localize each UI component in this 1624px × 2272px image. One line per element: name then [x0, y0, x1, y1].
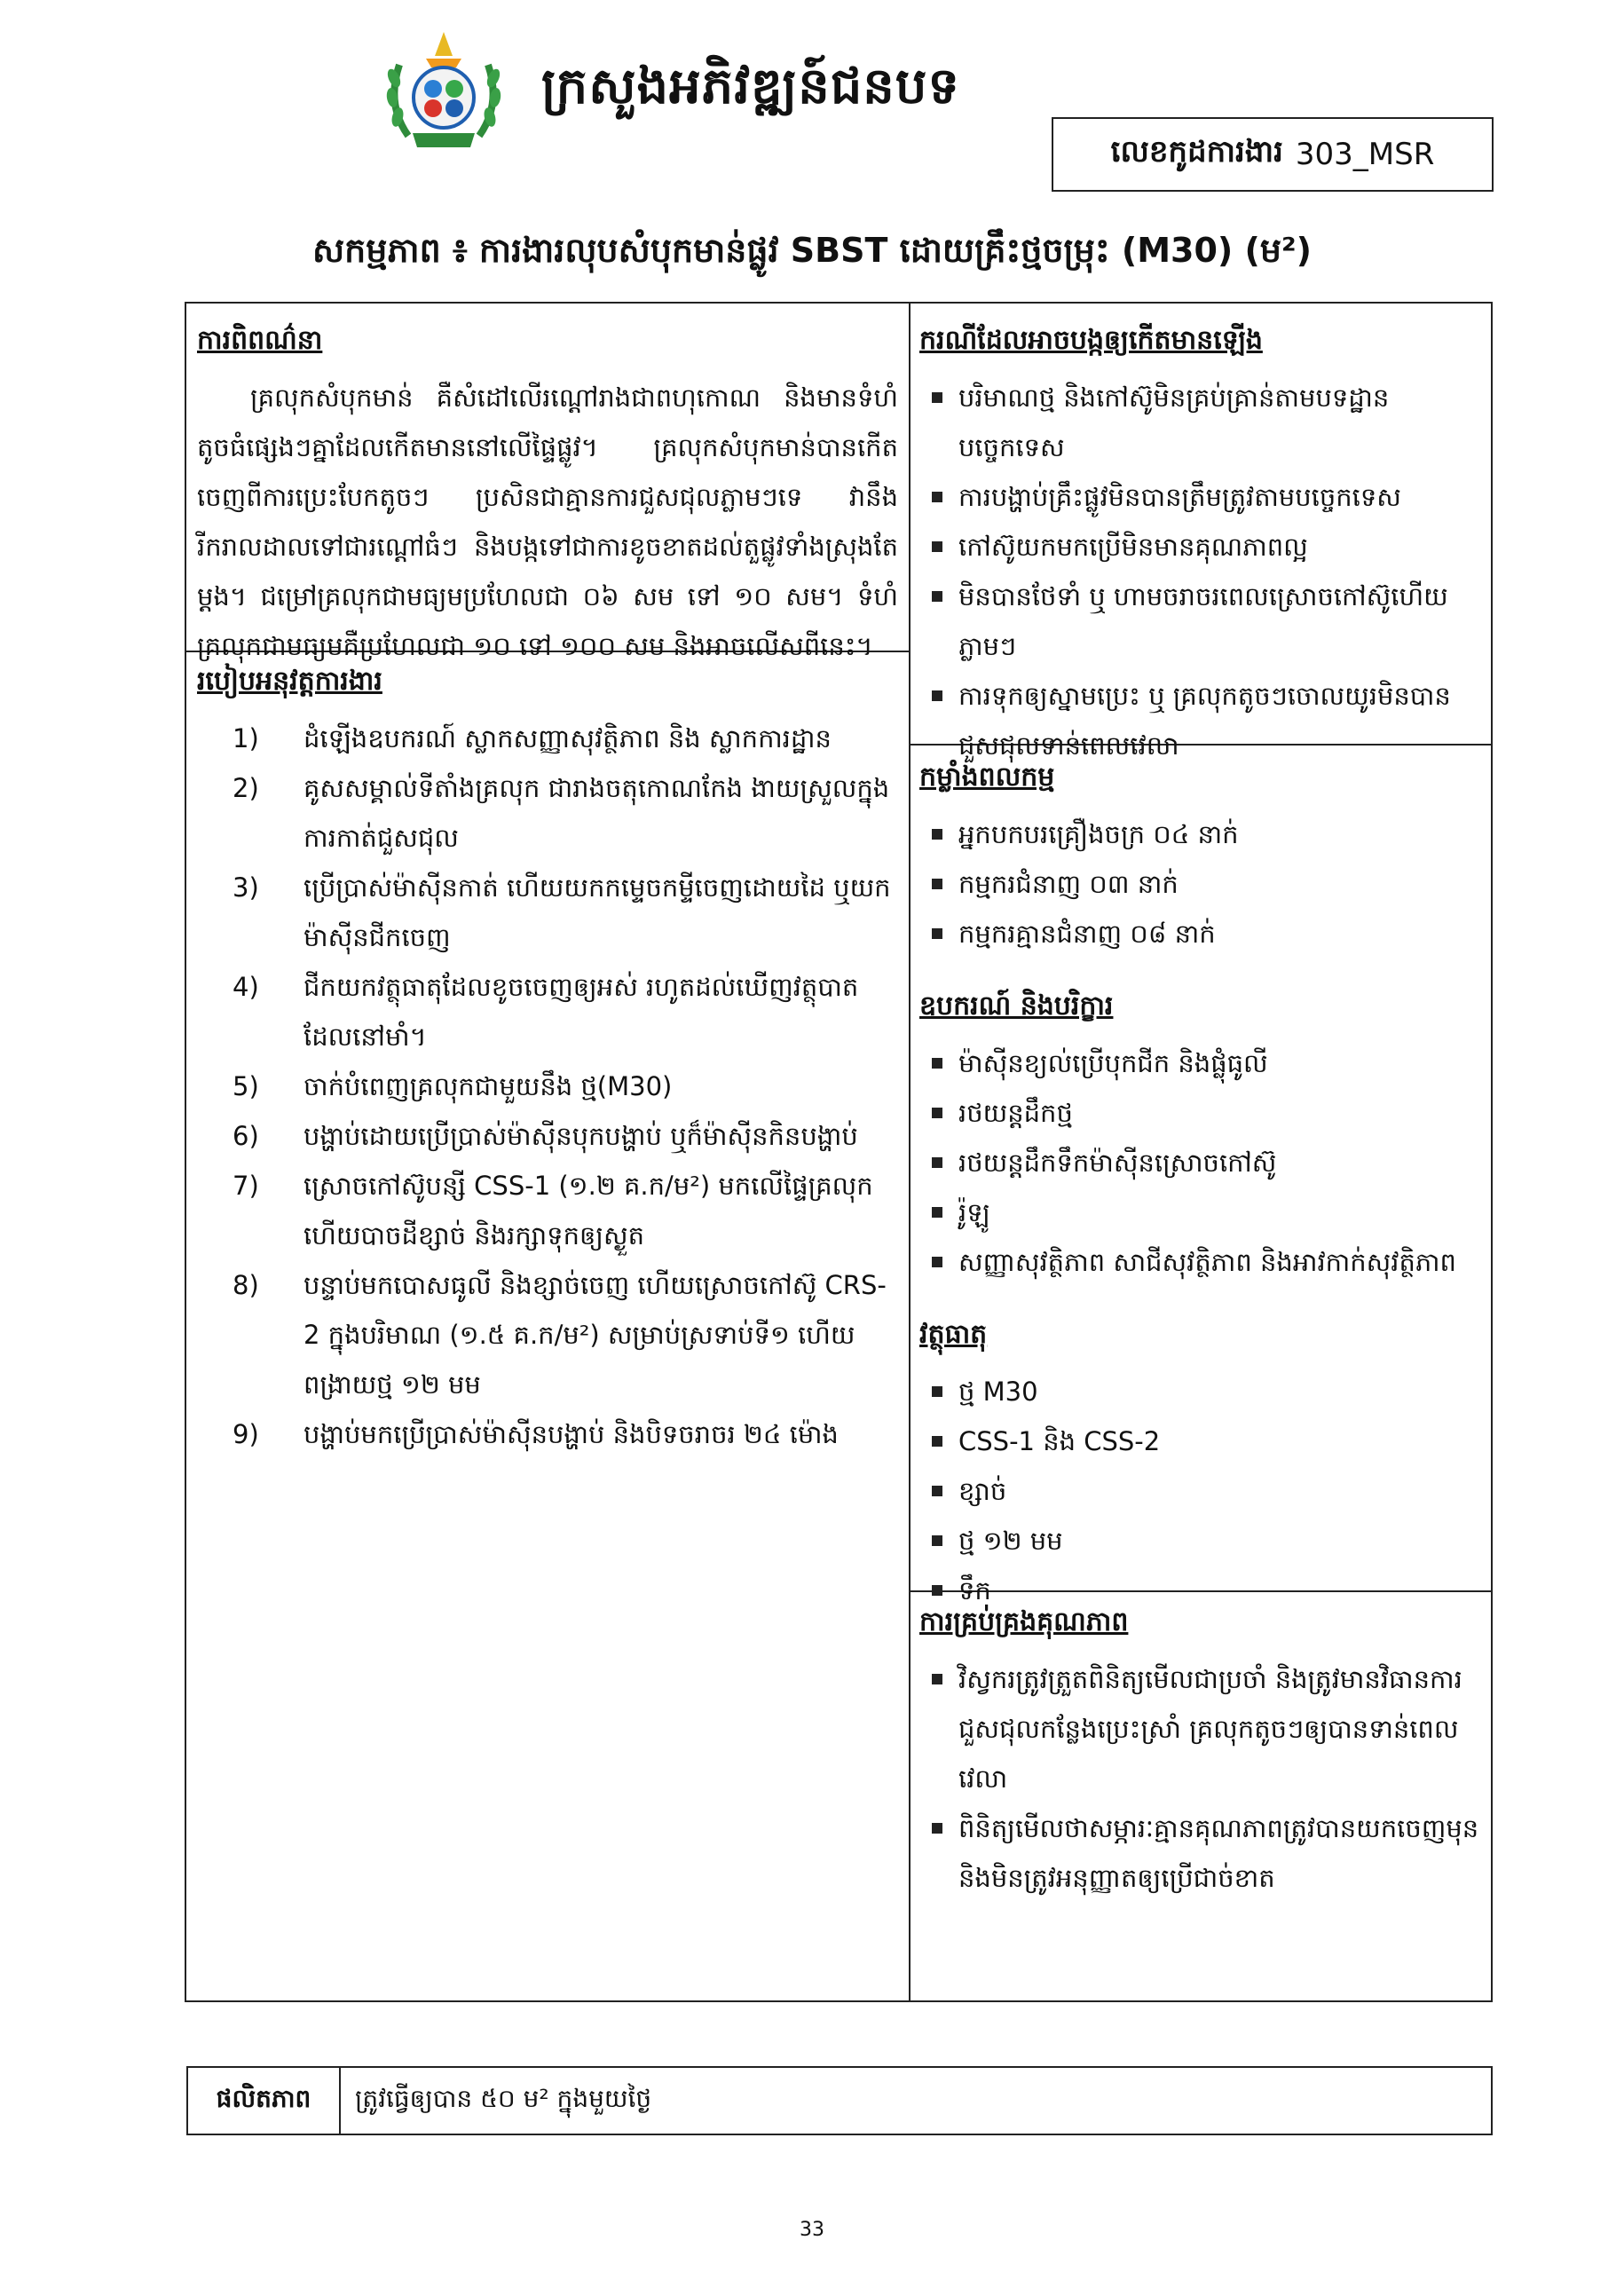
- bullet-icon: [932, 1157, 942, 1168]
- productivity-label: ផលិតភាព: [188, 2068, 341, 2134]
- list-item-text: វិស្វករត្រូវត្រួតពិនិត្យមើលជាប្រចាំ និងត្រូវមានវិធានការជួសជុលកន្លែងប្រេះស្រាំ គ្រលុកតូចៗឲ្យបានទាន់ពេលវេលា: [958, 1664, 1462, 1794]
- procedure-step: [197, 714, 898, 763]
- procedure-section: [197, 657, 898, 1459]
- step-text: ប្រើប្រាស់ម៉ាស៊ីនកាត់ ហើយយកកម្ទេចកម្ទីចេញដោយដៃ ឬយកម៉ាស៊ីនជីកចេញ: [304, 872, 891, 952]
- list-item: [919, 1138, 1482, 1187]
- list-item: [919, 1038, 1482, 1088]
- work-code-box: [1052, 117, 1494, 192]
- list-item-text: ម៉ាស៊ីនខ្យល់ប្រើបុកជីក និងផ្លុំធូលី: [958, 1048, 1268, 1078]
- step-number: 7): [233, 1171, 259, 1201]
- quality-heading: ការគ្រប់គ្រងគុណភាព: [919, 1606, 1129, 1637]
- materials-list: [919, 1367, 1482, 1615]
- procedure-step: [197, 1061, 898, 1111]
- step-number: 4): [233, 972, 259, 1002]
- step-text: គូសសម្គាល់ទីតាំងគ្រលុក ជារាងចតុកោណកែង ងាយស្រួលក្នុងការកាត់ជួសជុល: [304, 773, 890, 853]
- procedure-step: [197, 962, 898, 1061]
- resources-section: [919, 753, 1482, 1615]
- bullet-icon: [932, 1674, 942, 1684]
- step-text: ចាក់បំពេញគ្រលុកជាមួយនឹង ថ្ម(M30): [304, 1071, 673, 1101]
- list-item: [919, 472, 1482, 522]
- bullet-icon: [932, 392, 942, 403]
- list-item-text: ការបង្ហាប់គ្រឹះផ្លូវមិនបានត្រឹមត្រូវតាមបច្ចេកទេស: [958, 482, 1401, 512]
- work-code-label: លេខកូដការងារ: [1110, 134, 1283, 170]
- bullet-icon: [932, 1386, 942, 1397]
- bullet-icon: [932, 541, 942, 552]
- bullet-icon: [932, 690, 942, 701]
- description-section: [197, 316, 898, 671]
- materials-heading: វត្ថុធាតុ: [919, 1319, 988, 1350]
- list-item: [919, 1187, 1482, 1237]
- step-number: 3): [233, 872, 259, 903]
- causes-list: [919, 373, 1482, 770]
- list-item-text: រថយន្តដឹកថ្ម: [958, 1098, 1073, 1128]
- list-item-text: កៅស៊ូយកមកប្រើមិនមានគុណភាពល្អ: [958, 532, 1308, 562]
- bullet-icon: [932, 1207, 942, 1218]
- step-text: ស្រោចកៅស៊ូបន្សី CSS-1 (១.២ គ.ក/ម²) មកលើផ្ទៃគ្រលុកហើយបាចដីខ្សាច់ និងរក្សាទុកឲ្យស្ងួត: [304, 1171, 873, 1250]
- bullet-icon: [932, 492, 942, 502]
- list-item-text: ថ្ម M30: [958, 1377, 1038, 1407]
- productivity-box: [186, 2066, 1493, 2135]
- step-number: 9): [233, 1419, 259, 1449]
- bullet-icon: [932, 1585, 942, 1596]
- list-item: [919, 1803, 1482, 1903]
- bullet-icon: [932, 879, 942, 889]
- list-item: [919, 572, 1482, 671]
- list-item: [919, 1367, 1482, 1416]
- list-item-text: CSS-1 និង CSS-2: [958, 1426, 1161, 1456]
- step-text: បង្ហាប់មកប្រើប្រាស់ម៉ាស៊ីនបង្ហាប់ និងបិទចរាចរ ២៤ ម៉ោង: [304, 1419, 839, 1449]
- quality-list: [919, 1654, 1482, 1903]
- list-item: [919, 1237, 1482, 1287]
- list-item-text: មិនបានថែទាំ ឬ ហាមចរាចរពេលស្រោចកៅស៊ូហើយភ្លាមៗ: [958, 581, 1448, 661]
- labor-list: [919, 809, 1482, 958]
- step-number: 5): [233, 1071, 259, 1101]
- labor-heading: កម្លាំងពលកម្ម: [919, 761, 1055, 793]
- list-item-text: ខ្សាច់: [958, 1476, 1007, 1506]
- list-item-text: កម្មករជំនាញ ០៣ នាក់: [958, 869, 1179, 899]
- causes-heading: ករណីដែលអាចបង្កឲ្យកើតមានឡើង: [919, 325, 1263, 356]
- page-number: 33: [800, 2219, 824, 2241]
- list-item: [919, 522, 1482, 572]
- column-divider: [909, 302, 911, 2002]
- list-item: [919, 373, 1482, 472]
- step-number: 8): [233, 1270, 259, 1300]
- procedure-step: [197, 863, 898, 962]
- list-item-text: បរិមាណថ្ម និងកៅស៊ូមិនគ្រប់គ្រាន់តាមបទដ្ឋានបច្ចេកទេស: [958, 383, 1390, 462]
- equipment-heading: ឧបករណ៍ និងបរិក្ខារ: [919, 990, 1114, 1022]
- step-number: 2): [233, 773, 259, 803]
- work-code-value: 303_MSR: [1295, 137, 1435, 172]
- causes-section: [919, 316, 1482, 770]
- procedure-step: [197, 1161, 898, 1260]
- step-number: 1): [233, 723, 259, 753]
- list-item: [919, 859, 1482, 909]
- list-item: [919, 1088, 1482, 1138]
- list-item-text: កម្មករគ្មានជំនាញ ០៨ នាក់: [958, 919, 1216, 949]
- step-text: បន្ទាប់មកបោសធូលី និងខ្សាច់ចេញ ហើយស្រោចកៅស៊ូ CRS-2 ក្នុងបរិមាណ (១.៥ គ.ក/ម²) សម្រាប់ស្រទាប់ទី១ ហើយពង្រាយថ្ម ១២ មម: [304, 1270, 887, 1400]
- bullet-icon: [932, 1108, 942, 1118]
- list-item-text: ទឹក: [958, 1575, 991, 1605]
- list-item-text: រ៉ូឡូ: [958, 1197, 990, 1227]
- procedure-step: [197, 1260, 898, 1409]
- list-item-text: ការទុកឲ្យស្នាមប្រេះ ឬ គ្រលុកតូចៗចោលយូរមិនបានជួសជុលទាន់ពេលវេលា: [958, 681, 1451, 761]
- bullet-icon: [932, 928, 942, 939]
- bullet-icon: [932, 829, 942, 840]
- procedure-heading: របៀបអនុវត្តការងារ: [197, 666, 382, 697]
- list-item: [919, 1516, 1482, 1566]
- ministry-logo: [382, 25, 506, 158]
- description-text: គ្រលុកសំបុកមាន់ គឺសំដៅលើរណ្ដៅរាងជាពហុកោណ និងមានទំហំតូចធំផ្សេងៗគ្នាដែលកើតមាននៅលើផ្ទៃផ្លូវ។ គ្រលុកសំបុកមាន់បានកើតចេញពីការប្រេះបែកតូចៗ ប្រសិនជាគ្មានការជួសជុលភ្លាមៗទេ វានឹងរីករាលដាលទៅជារណ្ដៅធំៗ និងបង្កទៅជាការខូចខាតដល់តួផ្លូវទាំងស្រុងតែម្ដង។ ជម្រៅគ្រលុកជាមធ្យមប្រហែលជា ០៦ សម ទៅ ១០ សម។ ទំហំគ្រលុកជាមធ្យមគឺប្រហែលជា ១០ ទៅ ១០០ សម និងអាចលើសពីនេះ។: [197, 383, 898, 661]
- list-item: [919, 809, 1482, 859]
- list-item-text: ពិនិត្យមើលថាសម្ភារៈគ្មានគុណភាពត្រូវបានយកចេញមុននិងមិនត្រូវអនុញ្ញាតឲ្យប្រើជាច់ខាត: [958, 1813, 1479, 1893]
- procedure-step: [197, 1111, 898, 1161]
- list-item: [919, 1654, 1482, 1803]
- step-text: បង្ហាប់ដោយប្រើប្រាស់ម៉ាស៊ីនបុកបង្ហាប់ ឬក៏ម៉ាស៊ីនកិនបង្ហាប់: [304, 1121, 858, 1151]
- bullet-icon: [932, 1436, 942, 1447]
- bullet-icon: [932, 591, 942, 602]
- list-item-text: រថយន្តដឹកទឹកម៉ាស៊ីនស្រោចកៅស៊ូ: [958, 1148, 1277, 1178]
- bullet-icon: [932, 1823, 942, 1834]
- ministry-name: ក្រសួងអភិវឌ្ឍន៍ជនបទ: [541, 58, 960, 115]
- list-item-text: អ្នកបកបរគ្រឿងចក្រ ០៤ នាក់: [958, 819, 1239, 849]
- step-text: ដំឡើងឧបករណ៍ ស្លាកសញ្ញាសុវត្ថិភាព និង ស្លាកការដ្ឋាន: [304, 723, 832, 753]
- list-item-text: សញ្ញាសុវត្ថិភាព សាជីសុវត្ថិភាព និងអាវកាក់សុវត្ថិភាព: [958, 1247, 1456, 1277]
- productivity-value: ត្រូវធ្វើឲ្យបាន ៥០ ម² ក្នុងមួយថ្ងៃ: [355, 2083, 652, 2113]
- procedure-steps: [197, 714, 898, 1459]
- bullet-icon: [932, 1058, 942, 1069]
- list-item: [919, 1466, 1482, 1516]
- step-text: ជីកយកវត្ថុធាតុដែលខូចចេញឲ្យអស់ រហូតដល់ឃើញវត្ថុបាតដែលនៅមាំ។: [304, 972, 859, 1052]
- bullet-icon: [932, 1486, 942, 1496]
- list-item: [919, 909, 1482, 958]
- procedure-step: [197, 763, 898, 863]
- bullet-icon: [932, 1257, 942, 1267]
- activity-title: សកម្មភាព ៖ ការងារលុបសំបុកមាន់ផ្លូវ SBST ដោយគ្រឹះថ្មចម្រុះ (M30) (ម²): [312, 231, 1312, 270]
- procedure-step: [197, 1409, 898, 1459]
- quality-section: [919, 1598, 1482, 1903]
- equipment-list: [919, 1038, 1482, 1287]
- description-heading: ការពិពណ៌នា: [197, 325, 323, 356]
- step-number: 6): [233, 1121, 259, 1151]
- list-item-text: ថ្ម ១២ មម: [958, 1526, 1063, 1556]
- list-item: [919, 1416, 1482, 1466]
- bullet-icon: [932, 1535, 942, 1546]
